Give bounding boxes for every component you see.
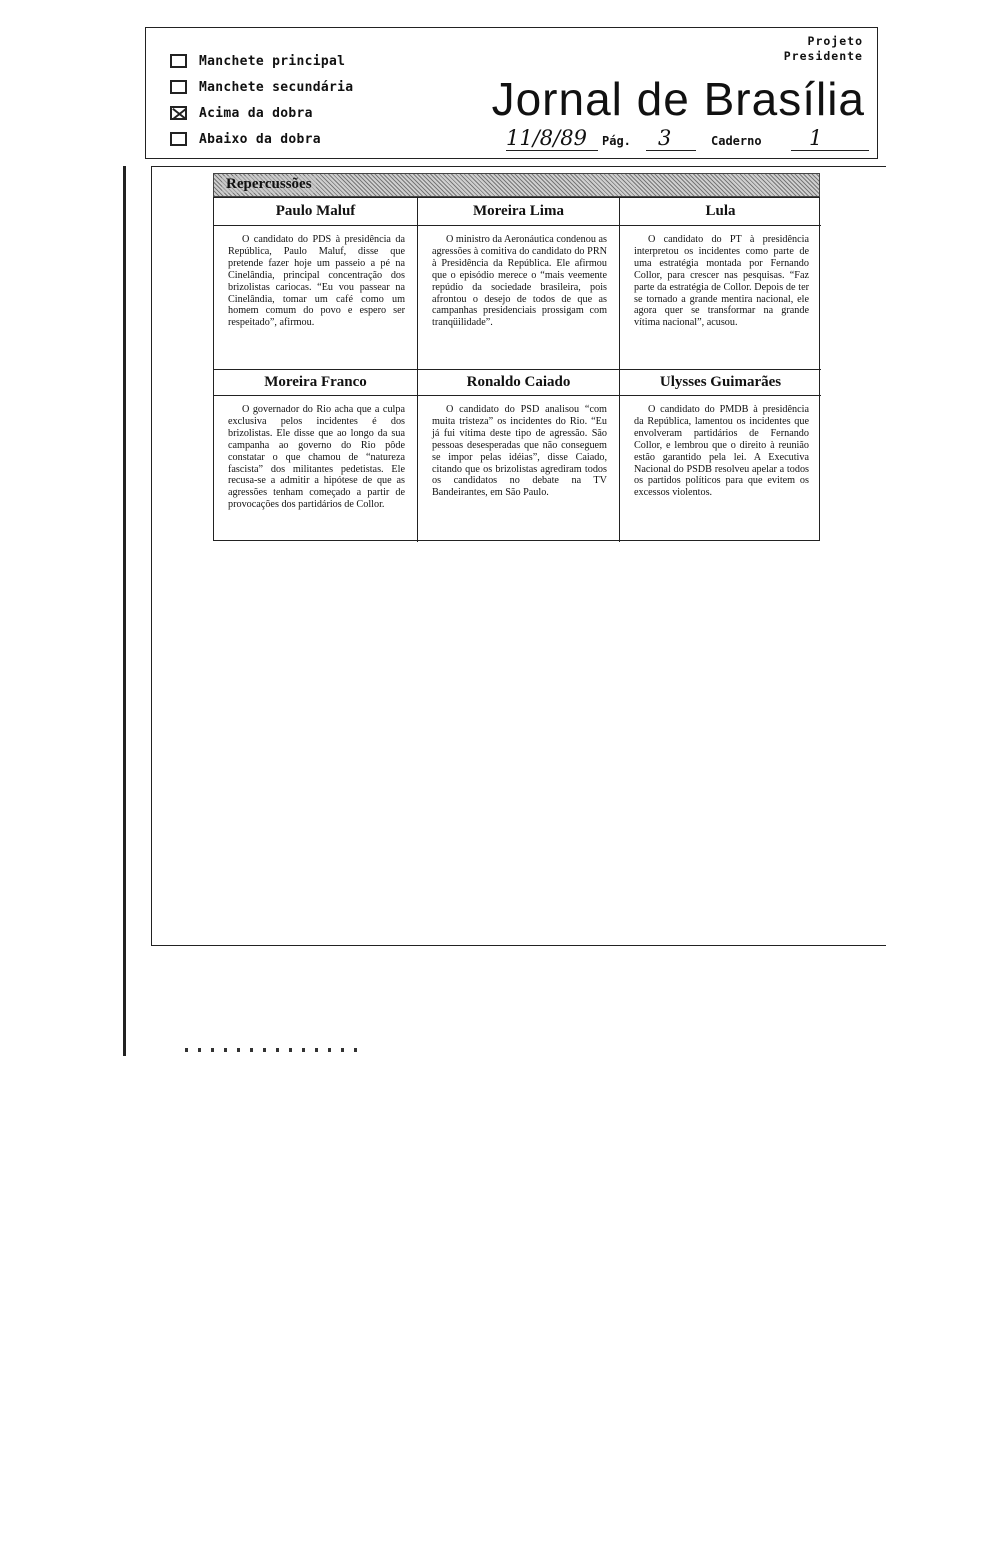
project-label [784, 34, 863, 64]
clipping-meta [506, 126, 876, 154]
checklist-label: Abaixo da dobra [199, 131, 321, 147]
person-name: Moreira Franco [214, 370, 418, 396]
page-label: Pág. [602, 134, 631, 148]
person-name: Ronaldo Caiado [418, 370, 620, 396]
checklist-label: Manchete principal [199, 53, 346, 69]
person-statement: O candidato do PSD analisou “com muita tristeza” os incidentes do Rio. “Eu já fui vítima deste tipo de agressão. São pessoas desesperadas que não conseguem se impor pelas idéias”, disse Caiado, citando que os brizolistas agrediram todos os candidatos no debate na TV Bandeirantes, em São Paulo. [418, 396, 620, 542]
section-underline [791, 150, 869, 151]
banner-title: Repercussões [222, 176, 316, 193]
checklist-label: Acima da dobra [199, 105, 313, 121]
person-statement: O ministro da Aeronáutica condenou as agressões à comitiva do candidato do PRN à Presidência da República. Ele afirmou que o episódio merece o “mais veemente repúdio da sociedade brasileira, pois afrontou o desejo de todos de que as campanhas presidenciais prossigam com tranqüilidade”. [418, 226, 620, 370]
clipping-header [145, 27, 878, 159]
reactions-grid [213, 197, 820, 541]
page-underline [646, 150, 696, 151]
person-name: Lula [620, 198, 821, 226]
date-underline [506, 150, 598, 151]
person-statement: O candidato do PT à presidência interpretou os incidentes como parte de uma estratégia montada por Fernando Collor, para crescer nas pesquisas. “Faz parte da estratégia de Collor. Depois de ter se tornado a grande mentira nacional, ele agora quer se transformar na grande vítima nacional”, acusou. [620, 226, 821, 370]
article-repercussoes [213, 173, 820, 541]
article-banner [213, 173, 820, 197]
section-label: Caderno [711, 134, 762, 148]
date-handwritten: 11/8/89 [506, 126, 587, 150]
person-statement: O governador do Rio acha que a culpa exclusiva pelos incidentes é dos brizolistas. Ele disse que ao longo da sua campanha ao governo do Rio pôde constatar o que chamou de “natureza fascista” dos militantes pedetistas. Ele recusa-se a admitir a hipótese de que as agressões tenham começado a partir de provocações dos partidários de Collor. [214, 396, 418, 542]
checkbox[interactable] [170, 80, 187, 94]
section-number: 1 [809, 126, 823, 150]
checklist-item[interactable] [170, 126, 353, 152]
checklist-item[interactable] [170, 100, 353, 126]
checkbox[interactable] [170, 132, 187, 146]
checklist-item[interactable] [170, 74, 353, 100]
checklist-item[interactable] [170, 48, 353, 74]
placement-checklist [170, 48, 353, 152]
scan-artifact-dots [185, 1048, 365, 1052]
project-line: Presidente [783, 49, 863, 63]
person-name: Paulo Maluf [214, 198, 418, 226]
newspaper-title: Jornal de Brasília [491, 73, 865, 125]
scan-left-edge [123, 166, 126, 1056]
checklist-label: Manchete secundária [199, 79, 354, 95]
project-line: Projeto [807, 34, 863, 48]
checked-checkbox[interactable] [170, 106, 187, 120]
person-statement: O candidato do PMDB à presidência da República, lamentou os incidentes que envolveram partidários de Fernando Collor, e lembrou que o direito à reunião estão garantido pela lei. A Executiva Nacional do PSDB resolveu apelar a todos os partidos políticos para que evitem os excessos violentos. [634, 404, 809, 499]
person-name: Moreira Lima [418, 198, 620, 226]
person-name: Ulysses Guimarães [620, 370, 821, 396]
person-statement: O candidato do PDS à presidência da República, Paulo Maluf, disse que pretende fazer hoje um passeio a pé na Cinelândia, principal concentração dos brizolistas cariocas. “Eu vou passear na Cinelândia, tomar um café como um homem comum do povo e espero ser respeitado”, afirmou. [214, 226, 418, 370]
page-number: 3 [658, 126, 672, 150]
checkbox[interactable] [170, 54, 187, 68]
